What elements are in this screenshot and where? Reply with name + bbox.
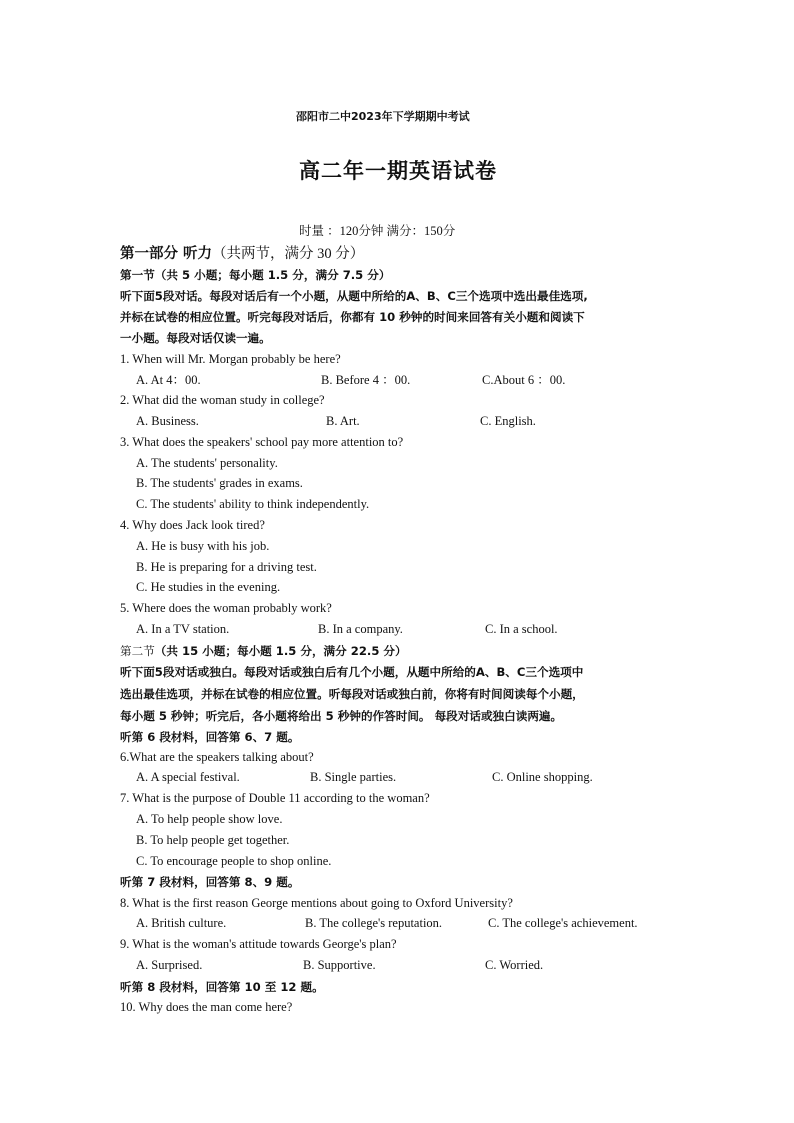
part-one-heading — [120, 245, 364, 263]
option-c: C. Worried. — [485, 958, 544, 972]
section-two-instruction-line: 选出最佳选项，并标在试卷的相应位置。听每段对话或独白前，你将有时间阅读每个小题， — [120, 687, 584, 701]
option-b: B. Single parties. — [310, 770, 397, 784]
option-a: A. The students' personality. — [136, 456, 278, 470]
material-heading: 听第 8 段材料，回答第 10 至 12 题。 — [120, 980, 324, 994]
option-c: C. English. — [480, 414, 536, 428]
question-stem: 10. Why does the man come here? — [120, 1000, 293, 1014]
question-stem: 7. What is the purpose of Double 11 according to the woman? — [120, 791, 430, 805]
option-a: A. Surprised. — [136, 958, 203, 972]
option-c: C. To encourage people to shop online. — [136, 854, 332, 868]
section-two-score: （共 15 小题；每小题 1.5 分，满分 22.5 分） — [154, 644, 407, 658]
question-stem: 5. Where does the woman probably work? — [120, 601, 332, 615]
option-b: B. Before 4 ：00. — [321, 373, 411, 387]
section-two-label: 第二节 — [120, 645, 155, 658]
option-c: C. The students' ability to think independently. — [136, 497, 370, 511]
option-a: A. At 4：00. — [136, 373, 201, 387]
option-a: A. In a TV station. — [136, 622, 230, 636]
section-one-instruction-line: 一小题。每段对话仅读一遍。 — [120, 331, 271, 345]
option-b: B. He is preparing for a driving test. — [136, 560, 317, 574]
option-c: C. Online shopping. — [492, 770, 593, 784]
school-exam-name: 邵阳市二中2023年下学期期中考试 — [296, 110, 470, 123]
question-stem: 9. What is the woman's attitude towards George's plan? — [120, 937, 397, 951]
question-stem: 3. What does the speakers' school pay more attention to? — [120, 435, 404, 449]
option-a: A. Business. — [136, 414, 199, 428]
option-a: A. To help people show love. — [136, 812, 283, 826]
question-stem: 4. Why does Jack look tired? — [120, 518, 265, 532]
question-stem: 8. What is the first reason George mentions about going to Oxford University? — [120, 896, 513, 910]
option-c: C. He studies in the evening. — [136, 580, 281, 594]
time-and-score: 时量 ：120分钟 满分：150分 — [299, 224, 456, 238]
material-heading: 听第 7 段材料，回答第 8、9 题。 — [120, 875, 300, 889]
section-one-instruction-line: 听下面5段对话。每段对话后有一个小题，从题中所给的A、B、C三个选项中选出最佳选项, — [120, 289, 588, 303]
option-b: B. The college's reputation. — [305, 916, 443, 930]
section-two-heading — [120, 643, 407, 660]
option-b: B. In a company. — [318, 622, 403, 636]
material-heading: 听第 6 段材料，回答第 6、7 题。 — [120, 730, 300, 744]
option-b: B. Art. — [326, 414, 360, 428]
option-a: A. A special festival. — [136, 770, 240, 784]
paper-title: 高二年一期英语试卷 — [299, 159, 497, 183]
option-c: C. The college's achievement. — [488, 916, 638, 930]
part-one-score: （共两节，满分 30 分） — [212, 246, 365, 262]
section-one-instruction-line: 并标在试卷的相应位置。听完每段对话后，你都有 10 秒钟的时间来回答有关小题和阅读下 — [120, 310, 585, 324]
section-two-instruction-line: 听下面5段对话或独白。每段对话或独白后有几个小题，从题中所给的A、B、C三个选项中 — [120, 665, 584, 679]
option-c: C. In a school. — [485, 622, 558, 636]
question-stem: 1. When will Mr. Morgan probably be here? — [120, 352, 341, 366]
question-stem: 6.What are the speakers talking about? — [120, 750, 314, 764]
question-stem: 2. What did the woman study in college? — [120, 393, 325, 407]
section-two-instruction-line: 每小题 5 秒钟；听完后，各小题将给出 5 秒钟的作答时间。 每段对话或独白读两遍。 — [120, 709, 563, 723]
option-b: B. To help people get together. — [136, 833, 290, 847]
option-a: A. He is busy with his job. — [136, 539, 270, 553]
section-one-heading: 第一节（共 5 小题；每小题 1.5 分，满分 7.5 分） — [120, 268, 391, 282]
option-c: C.About 6 ：00. — [482, 373, 566, 387]
part-one-title: 第一部分 听力 — [120, 246, 213, 262]
option-a: A. British culture. — [136, 916, 227, 930]
option-b: B. Supportive. — [303, 958, 376, 972]
option-b: B. The students' grades in exams. — [136, 476, 303, 490]
